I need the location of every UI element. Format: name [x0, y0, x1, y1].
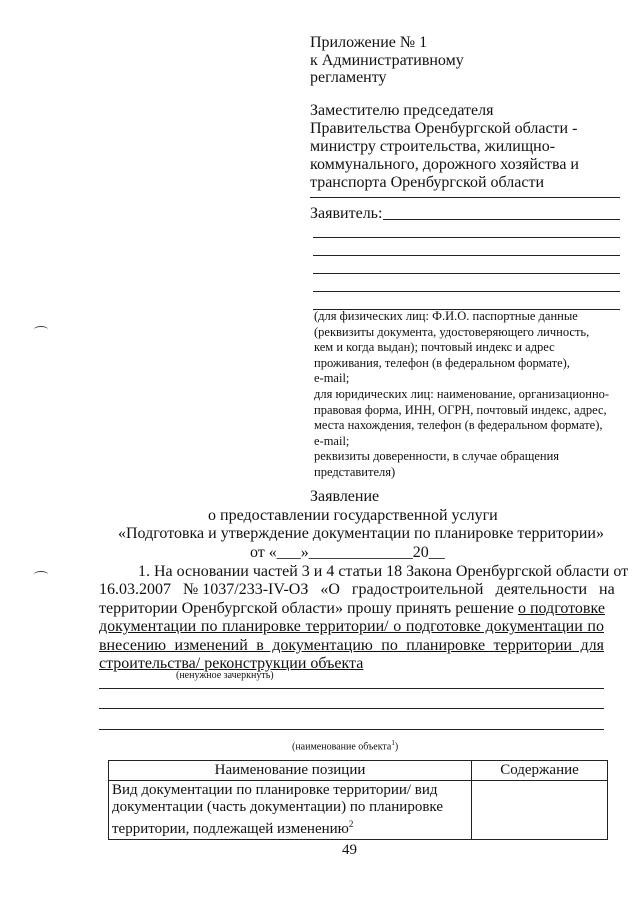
- note-line: проживания, телефон (в федеральном формате),: [314, 355, 570, 370]
- note-line: e-mail;: [314, 371, 350, 386]
- applicant-input-line[interactable]: [383, 219, 620, 220]
- addressee-block: [310, 102, 579, 192]
- note-line: (для физических лиц: Ф.И.О. паспортные данные: [314, 309, 578, 323]
- note-line: представителя): [314, 464, 396, 479]
- appendix-header: [310, 34, 464, 87]
- cell-text: территории, подлежащей изменению: [112, 821, 349, 837]
- date-line[interactable]: от «___»_____________20__: [250, 544, 445, 561]
- object-input-line[interactable]: [99, 729, 604, 730]
- note-line: места нахождения, телефон (в федеральном формате),: [314, 418, 603, 433]
- appendix-line: регламенту: [310, 69, 387, 86]
- note-line: для юридических лиц: наименование, организационно-: [314, 386, 610, 401]
- positions-table: [108, 760, 608, 840]
- blank-line: [310, 197, 620, 198]
- table-cell: [109, 781, 472, 840]
- object-note-end: ): [394, 741, 399, 753]
- page-number: 49: [342, 842, 357, 858]
- cell-line: документации (часть документации) по планировке: [112, 799, 443, 815]
- footnote-ref: 2: [348, 819, 354, 829]
- appendix-line: к Административному: [310, 51, 464, 69]
- applicant-label: Заявитель:: [310, 205, 383, 222]
- appendix-line: Приложение № 1: [310, 34, 428, 51]
- body-line: [99, 600, 604, 617]
- note-line: (реквизиты документа, удостоверяющего личность,: [314, 324, 590, 339]
- applicant-input-line[interactable]: [313, 237, 620, 238]
- margin-mark: [34, 326, 48, 333]
- applicant-input-line[interactable]: [313, 255, 620, 256]
- column-header: Наименование позиции: [109, 761, 472, 781]
- object-input-line[interactable]: [99, 708, 604, 709]
- addressee-line: министру строительства, жилищно-: [310, 138, 556, 155]
- applicant-input-line[interactable]: [313, 291, 620, 292]
- body-text: территории Оренбургской области» прошу принять решение: [99, 600, 518, 617]
- addressee-line: коммунального, дорожного хозяйства и: [310, 156, 579, 173]
- note-line: e-mail;: [314, 433, 350, 448]
- note-line: реквизиты доверенности, в случае обращения: [314, 449, 560, 464]
- table-header-row: [109, 761, 608, 781]
- addressee-line: Правительства Оренбургской области -: [310, 120, 578, 137]
- addressee-line: Заместителю председателя: [310, 102, 494, 119]
- table-cell-value[interactable]: [472, 781, 608, 840]
- margin-mark: [34, 571, 48, 578]
- document-title: Заявление: [310, 488, 380, 505]
- object-note-text: (наименование объекта: [292, 741, 392, 753]
- applicant-input-line[interactable]: [313, 273, 620, 274]
- note-line: кем и когда выдан); почтовый индекс и адрес: [314, 340, 555, 355]
- body-line: документации по планировке территории/ о подготовке документации по: [99, 618, 604, 635]
- cell-line: Вид документации по планировке территории/ вид: [112, 782, 438, 798]
- object-input-line[interactable]: [99, 688, 604, 689]
- column-header: Содержание: [472, 761, 608, 781]
- body-line: внесению изменений в документацию по планировке территории для: [99, 637, 604, 654]
- note-line: правовая форма, ИНН, ОГРН, почтовый индекс, адрес,: [314, 402, 607, 417]
- strike-note: (ненужное зачеркнуть): [176, 670, 274, 681]
- body-text-underlined: о подготовке: [517, 600, 605, 617]
- service-name: «Подготовка и утверждение документации по планировке территории»: [118, 525, 604, 542]
- cell-line: [112, 816, 468, 838]
- table-row: [109, 781, 608, 840]
- addressee-line: транспорта Оренбургской области: [310, 174, 545, 191]
- footnote-ref: 1: [391, 739, 395, 747]
- body-line: строительства/ реконструкции объекта: [99, 655, 364, 672]
- body-line: 1. На основании частей 3 и 4 статьи 18 Закона Оренбургской области от: [138, 563, 629, 580]
- applicant-note: [314, 309, 609, 481]
- body-line: 16.03.2007 № 1037/233-IV-ОЗ «О градостроительной деятельности на: [99, 581, 615, 598]
- object-note: [292, 737, 398, 753]
- document-subtitle: о предоставлении государственной услуги: [208, 507, 498, 524]
